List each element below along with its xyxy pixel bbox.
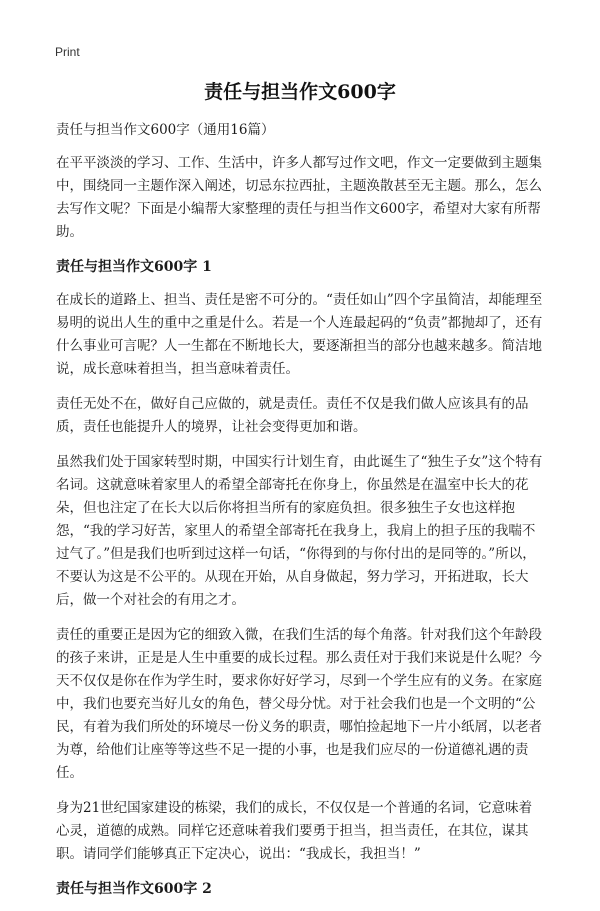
section-1-paragraph-2: 责任无处不在，做好自己应做的，就是责任。责任不仅是我们做人应该具有的品质，责任也能提升人的境界，让社会变得更加和谐。: [56, 396, 529, 435]
section-1-paragraph-3: 虽然我们处于国家转型时期，中国实行计划生育，由此诞生了“独生子女”这个特有名词。这就意味着家里人的希望全部寄托在你身上，你虽然是在温室中长大的花朵，但也注定了在长大以后你将担当所有的家庭负担。很多独生子女也这样抱怨，“我的学习好苦，家里人的希望全部寄托在我身上，我肩上的担子压的我喘不过气了。”但是我们也听到过这样一句话，“你得到的与你付出的是同等的。”所以，不要认为这是不公平的。从现在开始，从自身做起，努力学习，开拓进取，长大后，做一个对社会的有用之才。: [56, 454, 543, 608]
page-title: 责任与担当作文600字: [204, 81, 396, 103]
section-1-paragraph-1: 在成长的道路上、担当、责任是密不可分的。“责任如山”四个字虽简洁，却能理至易明的说出人生的重中之重是什么。若是一个人连最起码的“负责”都抛却了，还有什么事业可言呢？人一生都在不断地长大，要逐渐担当的部分也越来越多。简洁地说，成长意味着担当，担当意味着责任。: [56, 292, 543, 377]
intro-paragraph: 在平平淡淡的学习、工作、生活中，许多人都写过作文吧，作文一定要做到主题集中，围绕同一主题作深入阐述，切忌东拉西扯，主题涣散甚至无主题。那么，怎么去写作文呢？下面是小编帮大家整理的责任与担当作文600字，希望对大家有所帮助。: [56, 155, 542, 240]
section-heading-2: 责任与担当作文600字 2: [56, 881, 212, 897]
print-link[interactable]: Print: [55, 45, 80, 59]
section-1-paragraph-5: 身为21世纪国家建设的栋梁，我们的成长，不仅仅是一个普通的名词，它意味着心灵，道德的成熟。同样它还意味着我们要勇于担当，担当责任，在其位，谋其职。请同学们能够真正下定决心，说出：“我成长，我担当！”: [56, 800, 533, 862]
section-heading-1: 责任与担当作文600字 1: [56, 259, 212, 275]
article-body: [56, 119, 544, 911]
article-subtitle: 责任与担当作文600字（通用16篇）: [56, 122, 275, 138]
section-1-paragraph-4: 责任的重要正是因为它的细致入微，在我们生活的每个角落。针对我们这个年龄段的孩子来讲，正是是人生中重要的成长过程。那么责任对于我们来说是什么呢？今天不仅仅是你在作为学生时，要求你好好学习，尽到一个学生应有的义务。在家庭中，我们也要充当好儿女的角色，替父母分忧。对于社会我们也是一个文明的“公民，有着为我们所处的环境尽一份义务的职责，哪怕捡起地下一片小纸屑，以老者为尊，给他们让座等等这些不足一提的小事，也是我们应尽的一份道德礼遇的责任。: [56, 627, 542, 781]
